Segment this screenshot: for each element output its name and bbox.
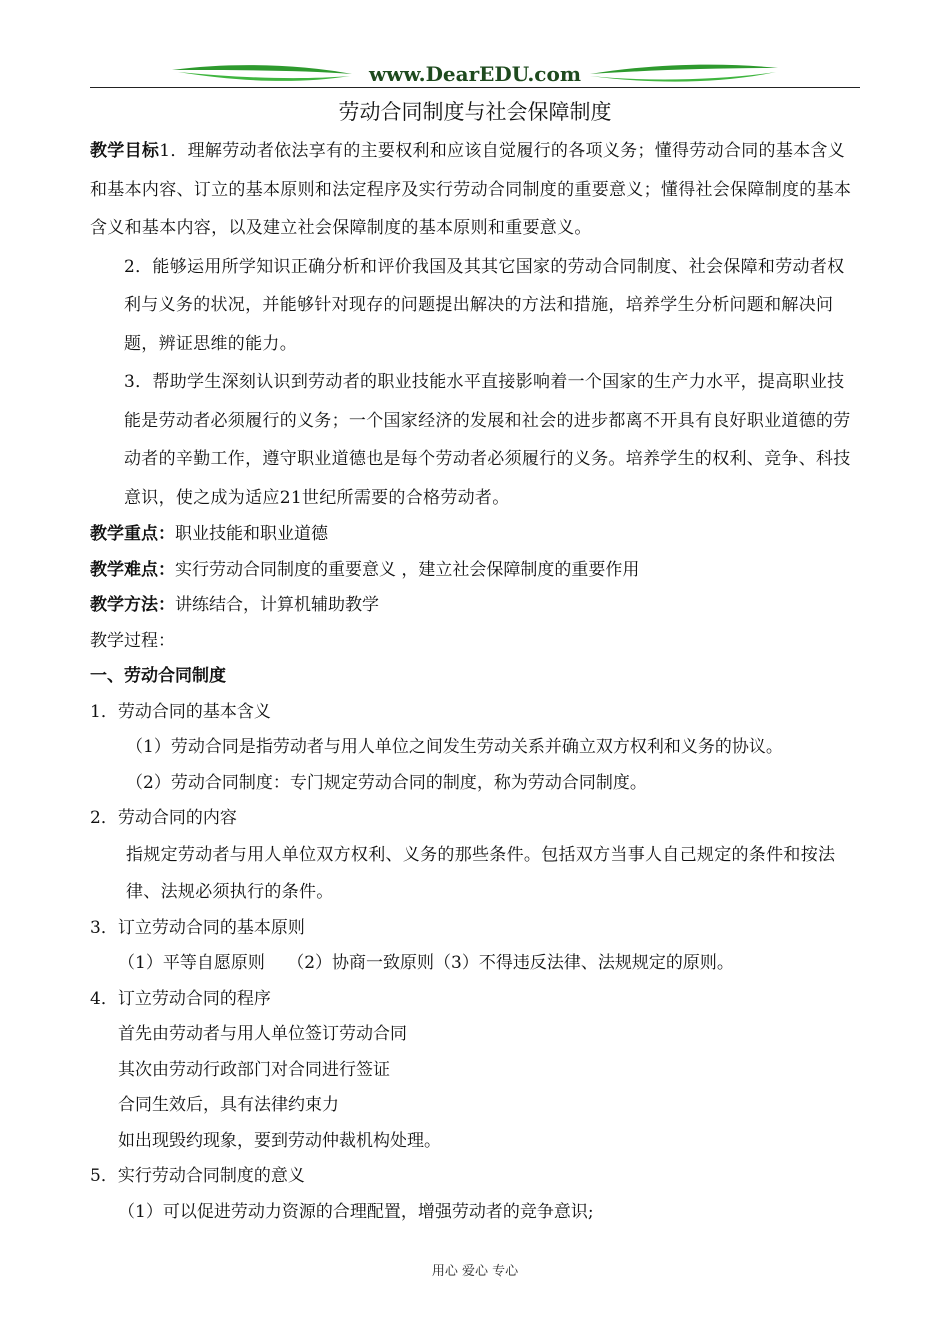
process-label: 教学过程： xyxy=(90,630,175,651)
teaching-method xyxy=(90,588,860,624)
subsection-1-item-1: （1）劳动合同是指劳动者与用人单位之间发生劳动关系并确立双方权利和义务的协议。 xyxy=(126,737,783,757)
site-url: www.DearEDU.com xyxy=(368,62,581,86)
subsection-2-text: 指规定劳动者与用人单位双方权利、义务的那些条件。包括双方当事人自己规定的条件和按法律、法规必须执行的条件。 xyxy=(126,844,836,902)
subsection-4-step-4: 如出现毁约现象，要到劳动仲裁机构处理。 xyxy=(118,1130,441,1151)
objectives-label: 教学目标 xyxy=(90,141,160,161)
objective-2: 2．能够运用所学知识正确分析和评价我国及其其它国家的劳动合同制度、社会保障和劳动者权利与义务的状况，并能够针对现存的问题提出解决的方法和措施，培养学生分析问题和解决问题，辨证思维的能力。 xyxy=(124,256,845,354)
difficulty-text: 实行劳动合同制度的重要意义 ，建立社会保障制度的重要作用 xyxy=(175,559,640,580)
subsection-4-step-1: 首先由劳动者与用人单位签订劳动合同 xyxy=(118,1024,407,1044)
page-title: 劳动合同制度与社会保障制度 xyxy=(338,100,612,124)
subsection-4-step-2: 其次由劳动行政部门对合同进行签证 xyxy=(118,1059,390,1080)
subsection-5-item-1: （1）可以促进劳动力资源的合理配置，增强劳动者的竞争意识; xyxy=(118,1201,594,1222)
site-header-banner xyxy=(90,58,860,90)
subsection-2-title: 2．劳动合同的内容 xyxy=(90,808,237,828)
difficulty-label: 教学难点： xyxy=(90,559,175,580)
method-text: 讲练结合，计算机辅助教学 xyxy=(175,595,379,615)
document-body xyxy=(90,132,860,1230)
focus-label: 教学重点： xyxy=(90,524,175,544)
subsection-4-title: 4．订立劳动合同的程序 xyxy=(90,988,271,1009)
objective-3: 3．帮助学生深刻认识到劳动者的职业技能水平直接影响着一个国家的生产力水平，提高职业技能是劳动者必须履行的义务；一个国家经济的发展和社会的进步都离不开具有良好职业道德的劳动者的辛勤工作，遵守职业道德也是每个劳动者必须履行的义务。培养学生的权利、竞争、科技意识，使之成为适应21世纪所需要的合格劳动者。 xyxy=(124,372,851,508)
header-rule xyxy=(90,87,860,88)
objective-1-text: 1．理解劳动者依法享有的主要权利和应该自觉履行的各项义务；懂得劳动合同的基本含义和基本内容、订立的基本原则和法定程序及实行劳动合同制度的重要意义；懂得社会保障制度的基本含义和基本内容，以及建立社会保障制度的基本原则和重要意义。 xyxy=(90,141,852,238)
subsection-1-title: 1．劳动合同的基本含义 xyxy=(90,701,271,722)
section-1-heading-text: 一、劳动合同制度 xyxy=(90,666,226,686)
subsection-4-step-3: 合同生效后，具有法律约束力 xyxy=(118,1095,339,1115)
teaching-difficulty xyxy=(90,553,860,589)
focus-text: 职业技能和职业道德 xyxy=(175,524,328,544)
teaching-focus xyxy=(90,517,860,553)
objective-1 xyxy=(90,132,860,248)
page-footer: 用心 爱心 专心 xyxy=(431,1264,519,1279)
method-label: 教学方法： xyxy=(90,595,175,615)
subsection-1-item-2: （2）劳动合同制度：专门规定劳动合同的制度，称为劳动合同制度。 xyxy=(126,772,647,793)
subsection-5-title: 5．实行劳动合同制度的意义 xyxy=(90,1166,305,1186)
subsection-3-text: （1）平等自愿原则 （2）协商一致原则（3）不得违反法律、法规规定的原则。 xyxy=(118,953,734,973)
section-1-heading xyxy=(90,659,860,695)
subsection-3-title: 3．订立劳动合同的基本原则 xyxy=(90,917,305,938)
